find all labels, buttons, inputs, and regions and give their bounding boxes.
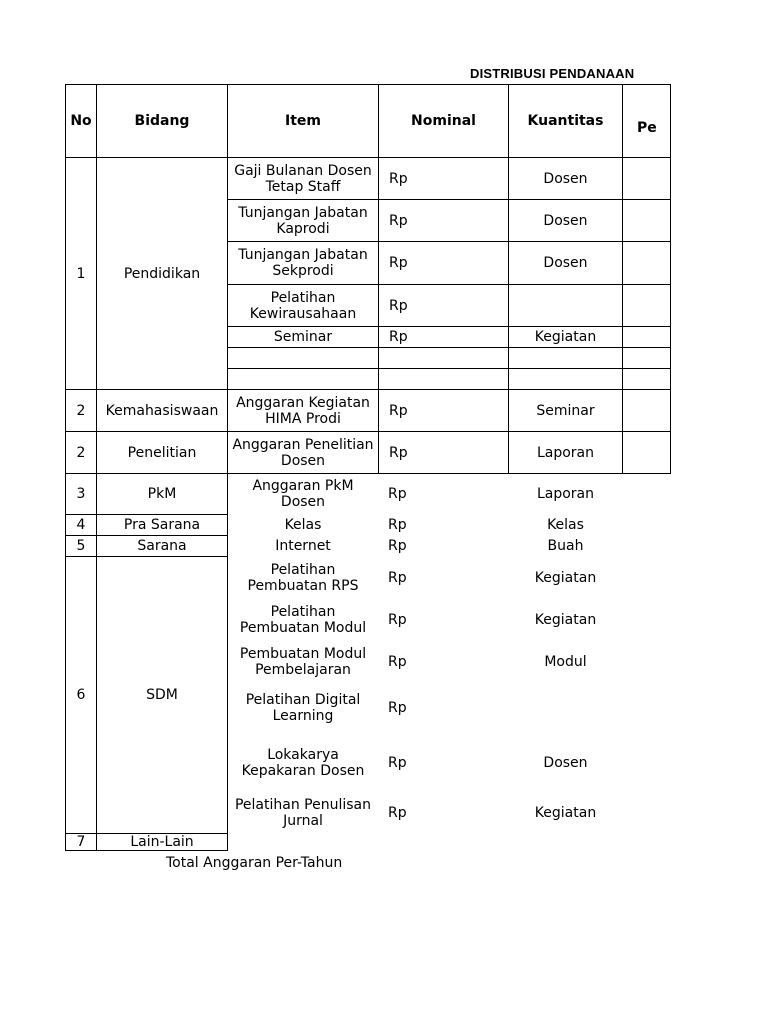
group-bidang: Sarana xyxy=(96,535,228,557)
row-partial xyxy=(622,473,671,515)
row-item-text: Pelatihan Pembuatan Modul xyxy=(239,603,367,636)
row-partial xyxy=(622,241,671,285)
row-partial xyxy=(622,347,671,369)
row-partial xyxy=(622,733,671,793)
row-partial xyxy=(622,514,671,536)
row-kuantitas: Seminar xyxy=(508,389,623,432)
row-item-text: Lokakarya Kepakaran Dosen xyxy=(241,747,365,779)
row-item xyxy=(227,199,379,242)
row-partial xyxy=(622,556,671,599)
row-nominal: Rp xyxy=(388,700,407,716)
row-nominal: Rp xyxy=(378,199,509,242)
group-no: 2 xyxy=(65,431,97,474)
row-kuantitas: Modul xyxy=(544,653,587,670)
row-kuantitas: Kegiatan xyxy=(534,611,597,628)
row-kuantitas: Dosen xyxy=(508,241,623,285)
row-kuantitas: Kegiatan xyxy=(508,326,623,348)
group-bidang: Lain-Lain xyxy=(96,833,228,851)
row-item-text: Internet xyxy=(275,538,331,554)
row-kuantitas: Kegiatan xyxy=(534,569,597,586)
header-nominal: Nominal xyxy=(378,84,509,158)
row-nominal: Rp xyxy=(388,805,407,821)
row-partial xyxy=(622,792,671,834)
row-nominal xyxy=(378,347,509,369)
row-kuantitas: Laporan xyxy=(536,486,595,502)
row-kuantitas xyxy=(508,682,623,734)
group-no: 4 xyxy=(65,514,97,536)
row-partial xyxy=(622,389,671,432)
row-nominal: Rp xyxy=(378,284,509,327)
row-item-text: Gaji Bulanan Dosen Tetap Staff xyxy=(234,162,372,195)
row-nominal: Rp xyxy=(388,517,407,533)
row-item-text: Kelas xyxy=(284,517,322,533)
row-nominal: Rp xyxy=(378,241,509,285)
header-item: Item xyxy=(227,84,379,158)
row-partial xyxy=(622,640,671,683)
row-kuantitas: Buah xyxy=(547,538,584,554)
group-no: 3 xyxy=(65,473,97,515)
row-item-text: Anggaran PkM Dosen xyxy=(252,478,354,510)
row-item-text: Pelatihan Penulisan Jurnal xyxy=(234,797,371,829)
row-nominal: Rp xyxy=(378,431,509,474)
row-nominal: Rp xyxy=(388,653,407,670)
row-item xyxy=(227,733,379,793)
row-kuantitas: Laporan xyxy=(508,431,623,474)
row-partial xyxy=(622,326,671,348)
total-label: Total Anggaran Per-Tahun xyxy=(166,855,343,871)
row-item xyxy=(227,598,379,641)
row-nominal: Rp xyxy=(388,755,407,771)
group-no: 6 xyxy=(65,556,97,834)
header-partial: Pe xyxy=(622,84,671,158)
row-item xyxy=(227,389,379,432)
row-item-text: Pelatihan Pembuatan RPS xyxy=(247,561,359,594)
row-nominal: Rp xyxy=(388,538,407,554)
header-bidang: Bidang xyxy=(96,84,228,158)
row-item xyxy=(227,682,379,734)
row-partial xyxy=(622,682,671,734)
group-no: 2 xyxy=(65,389,97,432)
group-no: 7 xyxy=(65,833,97,851)
row-item-text: Tunjangan Jabatan Kaprodi xyxy=(238,204,368,237)
group-no: 1 xyxy=(65,157,97,390)
row-item-text: Pelatihan Digital Learning xyxy=(245,692,361,724)
row-item xyxy=(227,368,379,390)
row-kuantitas: Kegiatan xyxy=(534,805,597,821)
row-kuantitas: Dosen xyxy=(508,199,623,242)
row-kuantitas xyxy=(508,284,623,327)
row-item xyxy=(227,535,379,557)
row-item-text: Anggaran Kegiatan HIMA Prodi xyxy=(236,394,370,427)
row-kuantitas xyxy=(508,347,623,369)
row-item xyxy=(227,347,379,369)
row-nominal: Rp xyxy=(388,611,407,628)
row-nominal: Rp xyxy=(378,157,509,200)
row-item-text: Tunjangan Jabatan Sekprodi xyxy=(238,247,368,279)
group-bidang: PkM xyxy=(96,473,228,515)
group-bidang: Penelitian xyxy=(96,431,228,474)
row-nominal: Rp xyxy=(378,389,509,432)
row-item xyxy=(227,792,379,834)
row-kuantitas xyxy=(508,368,623,390)
row-item xyxy=(227,326,379,348)
row-nominal: Rp xyxy=(388,569,407,586)
row-item xyxy=(227,284,379,327)
row-nominal: Rp xyxy=(378,326,509,348)
header-no: No xyxy=(65,84,97,158)
row-item xyxy=(227,473,379,515)
row-partial xyxy=(622,431,671,474)
row-partial xyxy=(622,199,671,242)
row-item xyxy=(227,556,379,599)
row-item xyxy=(227,431,379,474)
row-nominal xyxy=(378,368,509,390)
row-partial xyxy=(622,368,671,390)
row-item-text: Anggaran Penelitian Dosen xyxy=(232,436,374,469)
row-item-text: Seminar xyxy=(273,329,333,345)
group-bidang: Pendidikan xyxy=(96,157,228,390)
row-partial xyxy=(622,598,671,641)
header-kuantitas: Kuantitas xyxy=(508,84,623,158)
row-kuantitas: Dosen xyxy=(543,755,588,771)
row-item-text: Pembuatan Modul Pembelajaran xyxy=(239,645,367,678)
row-partial xyxy=(622,535,671,557)
group-no: 5 xyxy=(65,535,97,557)
row-item xyxy=(227,241,379,285)
group-bidang: SDM xyxy=(96,556,228,834)
page-title: DISTRIBUSI PENDANAAN xyxy=(470,66,635,81)
row-kuantitas: Kelas xyxy=(547,517,584,533)
group-bidang: Pra Sarana xyxy=(96,514,228,536)
row-kuantitas: Dosen xyxy=(508,157,623,200)
group-bidang: Kemahasiswaan xyxy=(96,389,228,432)
row-partial xyxy=(622,284,671,327)
row-item xyxy=(227,157,379,200)
row-partial xyxy=(622,157,671,200)
row-item xyxy=(227,640,379,683)
row-nominal: Rp xyxy=(388,486,407,502)
row-item xyxy=(227,514,379,536)
row-item-text: Pelatihan Kewirausahaan xyxy=(249,289,357,322)
